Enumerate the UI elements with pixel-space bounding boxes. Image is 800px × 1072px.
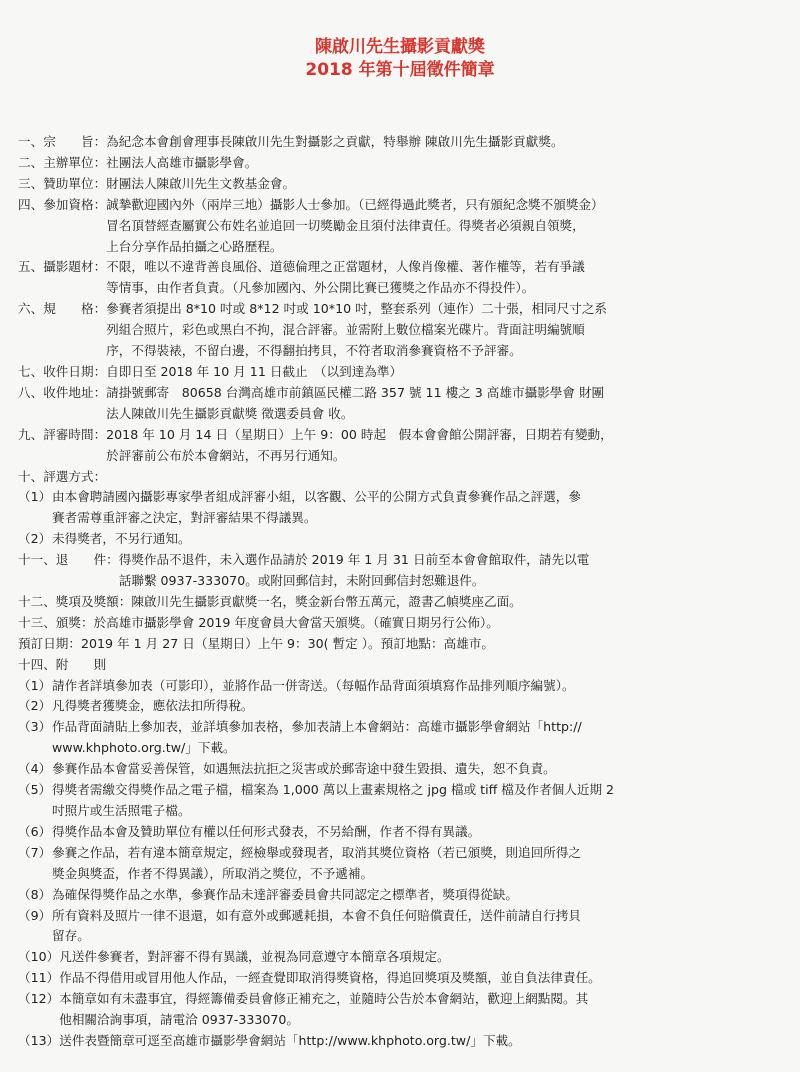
section-label: 三、贊助單位：: [18, 175, 107, 191]
document-body: [18, 132, 788, 1052]
document-page: [0, 36, 800, 1072]
item-text: 本簡章如有未盡事宜，得經籌備委員會修正補充之，並隨時公告於本會網站，歡迎上網點閱。其: [59, 991, 589, 1007]
list-item: [18, 906, 788, 948]
section-label: 十三、頒獎：: [18, 614, 94, 630]
section-text: 於高雄市攝影學會 2019 年度會員大會當天頒獎。（確實日期另行公佈）。: [93, 614, 499, 630]
list-item: [18, 696, 788, 717]
list-item: [18, 759, 788, 780]
section-label: 六、規 格：: [18, 301, 107, 317]
item-text: 由本會聘請國內攝影專家學者組成評審小組，以客觀、公平的公開方式負責參賽作品之評選，參: [52, 489, 581, 505]
item-number: （13）: [18, 1032, 60, 1048]
list-item: [18, 843, 788, 885]
section-eligibility: [18, 195, 788, 258]
section-text: 序，不得裝裱，不留白邊，不得翻拍拷貝，不符者取消參賽資格不予評審。: [106, 343, 522, 359]
item-number: （3）: [18, 719, 52, 735]
list-item: [18, 822, 788, 843]
item-number: （9）: [18, 907, 52, 923]
item-number: （11）: [18, 970, 60, 986]
section-award: [18, 613, 788, 634]
section-address: [18, 383, 788, 425]
section-text: 陳啟川先生攝影貢獻獎一名，獎金新台幣五萬元，證書乙幀獎座乙面。: [131, 593, 522, 609]
section-text: 上台分享作品拍攝之心路歷程。: [106, 238, 283, 254]
section-text: 為紀念本會創會理事長陳啟川先生對攝影之貢獻，特舉辦 陳啟川先生攝影貢獻獎。: [106, 134, 564, 149]
section-text: 參賽者須提出 8*10 吋或 8*12 吋或 10*10 吋，整套系列（連作）二十張，相同尺寸之系: [106, 301, 608, 317]
section-schedule: [18, 634, 788, 655]
section-text: 財團法人陳啟川先生文教基金會。: [106, 175, 296, 191]
section-label: 九、評審時間：: [18, 426, 107, 442]
item-text: 他相關洽詢事項，請電洽 0937-333070。: [59, 1012, 300, 1028]
list-item: [18, 529, 788, 550]
item-text: www.khphoto.org.tw/」下載。: [52, 740, 236, 756]
section-organizer: [18, 153, 788, 174]
item-number: （2）: [18, 531, 52, 547]
item-text: 所有資料及照片一律不退還，如有意外或郵遞耗損，本會不負任何賠償責任，送件前請自行拷貝: [52, 907, 581, 923]
section-purpose: [18, 132, 788, 153]
item-number: （5）: [18, 782, 52, 798]
section-text: 列組合照片，彩色或黑白不拘，混合評審。並需附上數位檔案光碟片。背面註明編號順: [106, 322, 585, 338]
section-format: [18, 299, 788, 362]
section-label: 四、參加資格：: [18, 196, 107, 212]
section-text: 於評審前公布於本會網站，不再另行通知。: [106, 447, 346, 463]
section-text: 不限，唯以不違背善良風俗、道德倫理之正當題材，人像肖像權、著作權等，若有爭議: [106, 259, 585, 275]
section-deadline: [18, 362, 788, 383]
section-text: 得獎作品不退件，未入選作品請於 2019 年 1 月 31 日前至本會會館取件，請先以電: [118, 552, 590, 568]
section-sponsor: [18, 174, 788, 195]
item-number: （6）: [18, 823, 52, 839]
item-text: 作品不得借用或冒用他人作品，一經查覺即取消得獎資格，得追回獎項及獎額，並自負法律責任。: [59, 970, 601, 986]
section-return: [18, 550, 788, 592]
section-label: 十四、附 則: [18, 656, 107, 672]
list-item: [18, 487, 788, 529]
item-text: 請作者詳填參加表（可影印），並將作品一併寄送。（每幅作品背面須填寫作品排列順序編號）。: [52, 677, 575, 693]
list-item: [18, 947, 788, 968]
item-text: 未得獎者，不另行通知。: [52, 531, 191, 547]
list-item: [18, 1031, 788, 1052]
section-text: 話聯繫 0937-333070。或附回郵信封，未附回郵信封恕難退件。: [118, 573, 485, 589]
section-label: 一、宗 旨：: [18, 134, 107, 149]
item-text: 凡送件參賽者，對評審不得有異議，並視為同意遵守本簡章各項規定。: [59, 949, 450, 965]
section-label: 八、收件地址：: [18, 384, 107, 400]
section-selection-method: [18, 467, 788, 551]
section-text: 自即日至 2018 年 10 月 11 日截止 （以到達為準）: [106, 363, 403, 379]
section-appendix: [18, 655, 788, 1052]
item-number: （7）: [18, 844, 52, 860]
item-text: 參賽作品本會當妥善保管，如遇無法抗拒之災害或於郵寄途中發生毀損、遺失，恕不負責。: [52, 761, 556, 777]
section-judging-time: [18, 425, 788, 467]
section-label: 十、評選方式：: [18, 468, 107, 484]
list-item: [18, 885, 788, 906]
section-text: 冒名頂替經查屬實公布姓名並追回一切獎勵金且須付法律責任。得獎者必須親自領獎，: [106, 217, 585, 233]
item-text: 賽者需尊重評審之決定，對評審結果不得議異。: [52, 510, 317, 526]
section-text: 法人陳啟川先生攝影貢獻獎 徵選委員會 收。: [106, 405, 354, 421]
item-number: （4）: [18, 761, 52, 777]
item-text: 送件表暨簡章可逕至高雄市攝影學會網站「http://www.khphoto.org.tw/」下載。: [59, 1032, 521, 1048]
item-number: （10）: [18, 949, 60, 965]
section-text: 2018 年 10 月 14 日（星期日）上午 9：00 時起 假本會會館公開評審，日期若有變動，: [106, 426, 613, 442]
section-label: 二、主辦單位：: [18, 154, 107, 170]
section-label: 預訂日期：: [18, 635, 81, 651]
section-label: 七、收件日期：: [18, 363, 107, 379]
item-text: 作品背面請貼上參加表，並詳填參加表格，參加表請上本會網站：高雄市攝影學會網站「http://: [52, 719, 582, 735]
section-text: 誠摯歡迎國內外（兩岸三地）攝影人士參加。（已經得過此獎者，只有頒紀念獎不頒獎金）: [106, 196, 604, 212]
item-number: （2）: [18, 698, 52, 714]
item-text: 獎金與獎盃，作者不得異議），所取消之獎位，不予遞補。: [52, 865, 374, 881]
item-text: 參賽之作品，若有違本簡章規定，經檢舉或發現者，取消其獎位資格（若已頒獎，則追回所得之: [52, 844, 581, 860]
list-item: [18, 676, 788, 697]
section-text: 等情事，由作者負責。（凡參加國內、外公開比賽已獲獎之作品亦不得投件）。: [106, 280, 535, 296]
item-number: （8）: [18, 886, 52, 902]
list-item: [18, 780, 788, 822]
document-title: 陳啟川先生攝影貢獻獎: [315, 37, 485, 57]
section-subject: [18, 257, 788, 299]
list-item: [18, 968, 788, 989]
list-item: [18, 717, 788, 759]
section-label: 十二、獎項及獎額：: [18, 593, 132, 609]
item-text: 得獎者需繳交得獎作品之電子檔，檔案為 1,000 萬以上畫素規格之 jpg 檔或 tiff 檔及作者個人近期 2: [52, 782, 615, 798]
section-text: 2019 年 1 月 27 日（星期日）上午 9：30( 暫定 ）。預訂地點：高雄市。: [80, 635, 494, 651]
section-text: 請掛號郵寄 80658 台灣高雄市前鎮區民權二路 357 號 11 樓之 3 高雄市攝影學會 財團: [106, 384, 605, 400]
document-subtitle: 2018 年第十屆徵件簡章: [305, 60, 495, 80]
item-text: 為確保得獎作品之水準，參賽作品未達評審委員會共同認定之標準者，獎項得從缺。: [52, 886, 518, 902]
section-text: 社團法人高雄市攝影學會。: [106, 154, 258, 170]
item-text: 凡得獎者獲獎金，應依法扣所得稅。: [52, 698, 254, 714]
item-number: （1）: [18, 489, 52, 505]
item-text: 留存。: [52, 928, 90, 944]
item-text: 吋照片或生活照電子檔。: [52, 803, 191, 818]
section-label: 十一、退 件：: [18, 552, 119, 568]
section-prize: [18, 592, 788, 613]
list-item: [18, 989, 788, 1031]
item-text: 得獎作品本會及贊助單位有權以任何形式發表，不另給酬，作者不得有異議。: [52, 823, 481, 839]
item-number: （1）: [18, 677, 52, 693]
section-label: 五、攝影題材：: [18, 259, 107, 275]
item-number: （12）: [18, 991, 60, 1007]
